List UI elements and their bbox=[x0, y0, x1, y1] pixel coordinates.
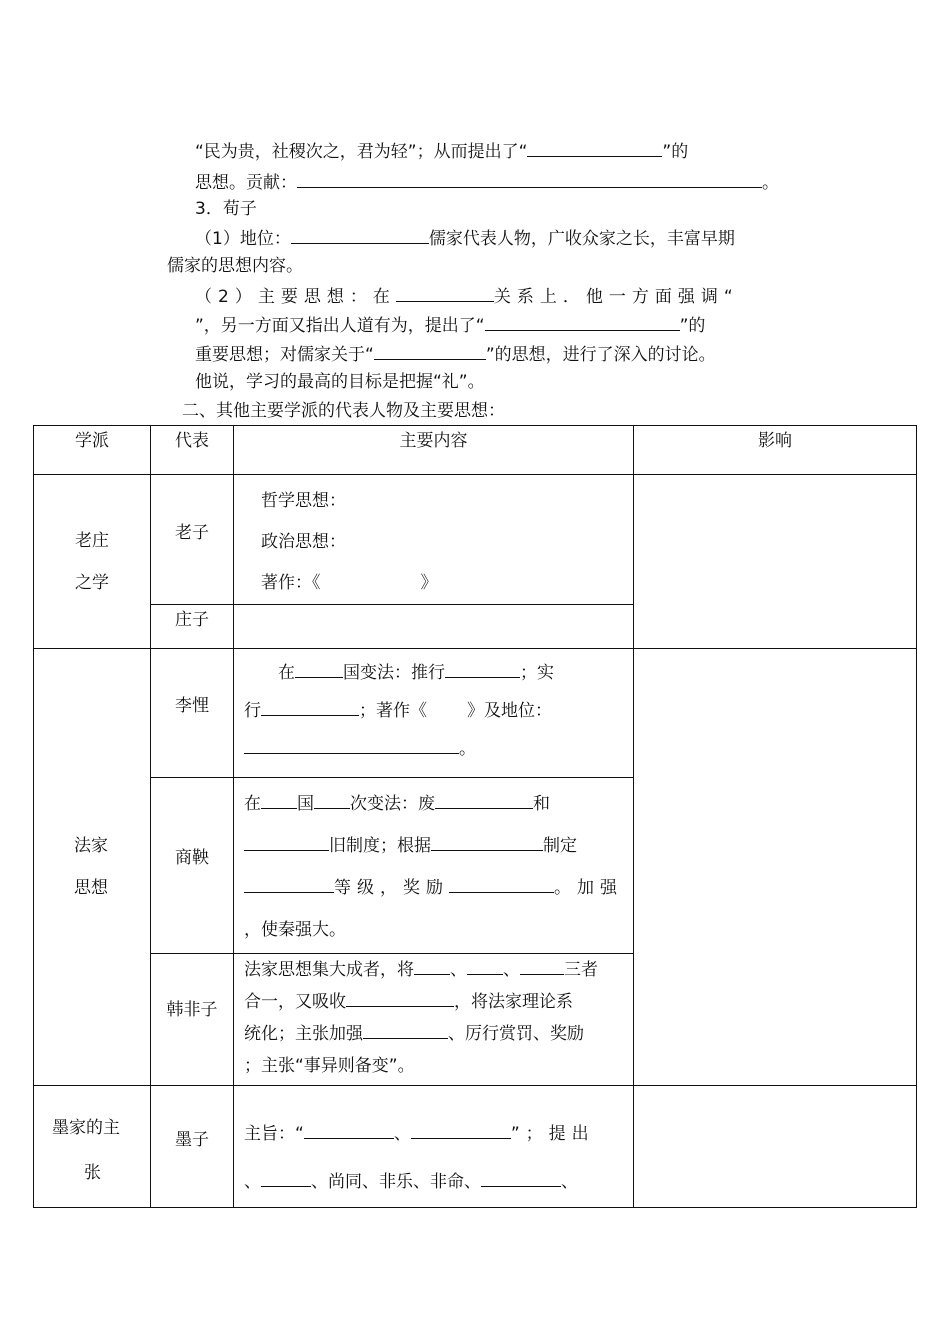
fill-blank[interactable] bbox=[244, 876, 334, 893]
text-line: （2）主要思想：在 关系上．他一方面强调“ bbox=[195, 287, 739, 307]
fill-blank[interactable] bbox=[261, 699, 359, 716]
header-school: 学派 bbox=[34, 426, 151, 475]
content-laozi: 哲学思想： 政治思想： 著作：《 》 bbox=[234, 475, 634, 605]
fill-blank[interactable] bbox=[244, 834, 329, 851]
fill-blank[interactable] bbox=[346, 990, 454, 1007]
fill-blank[interactable] bbox=[485, 314, 680, 331]
content-likui: 在 国变法：推行 ；实 行 ；著作《 》及地位： 。 bbox=[234, 649, 634, 778]
fill-blank[interactable] bbox=[414, 958, 450, 975]
rep-likui: 李悝 bbox=[151, 649, 234, 778]
fill-blank[interactable] bbox=[314, 792, 350, 809]
content-zhuangzi[interactable] bbox=[234, 605, 634, 649]
text-line: 思想。贡献： 。 bbox=[195, 173, 779, 193]
content-mozi: 主旨：“ 、 ”；提出 、 、尚同、非乐、非命、 、 bbox=[234, 1086, 634, 1208]
rep-shangyang: 商鞅 bbox=[151, 778, 234, 954]
fill-blank[interactable] bbox=[261, 792, 297, 809]
rep-hanfeizi: 韩非子 bbox=[151, 954, 234, 1086]
influence-laozhuang[interactable] bbox=[634, 475, 917, 649]
fill-blank[interactable] bbox=[304, 1122, 394, 1139]
influence-mojia[interactable] bbox=[634, 1086, 917, 1208]
text-line: ”，另一方面又指出人道有为，提出了“ ”的 bbox=[195, 316, 706, 336]
table-row bbox=[34, 475, 917, 605]
fill-blank[interactable] bbox=[481, 1170, 561, 1187]
school-fajia: 法家 思想 bbox=[34, 649, 151, 1086]
school-laozhuang: 老庄 之学 bbox=[34, 475, 151, 649]
table-row bbox=[34, 1086, 917, 1208]
fill-blank[interactable] bbox=[244, 737, 459, 754]
fill-blank[interactable] bbox=[431, 834, 543, 851]
table-header-row bbox=[34, 426, 917, 475]
section-heading: 3．荀子 bbox=[195, 199, 257, 219]
header-representative: 代表 bbox=[151, 426, 234, 475]
fill-blank[interactable] bbox=[520, 958, 564, 975]
header-influence: 影响 bbox=[634, 426, 917, 475]
school-mojia: 墨家的主 张 bbox=[34, 1086, 151, 1208]
fill-blank[interactable] bbox=[363, 1022, 448, 1039]
text-line: （1）地位： 儒家代表人物，广收众家之长，丰富早期 bbox=[195, 229, 735, 249]
text-line: 儒家的思想内容。 bbox=[167, 256, 303, 276]
content-shangyang: 在 国 次变法：废 和 旧制度；根据 制定 等级，奖励 。加强 ，使秦强大。 bbox=[234, 778, 634, 954]
fill-blank[interactable] bbox=[411, 1122, 511, 1139]
influence-fajia[interactable] bbox=[634, 649, 917, 1086]
fill-blank[interactable] bbox=[297, 171, 762, 188]
text-line: 他说，学习的最高的目标是把握“礼”。 bbox=[195, 372, 485, 392]
text-line: 重要思想；对儒家关于“ ”的思想，进行了深入的讨论。 bbox=[195, 345, 716, 365]
schools-table bbox=[33, 425, 917, 1208]
section-heading: 二、其他主要学派的代表人物及主要思想： bbox=[182, 401, 505, 421]
rep-mozi: 墨子 bbox=[151, 1086, 234, 1208]
fill-blank[interactable] bbox=[261, 1170, 311, 1187]
fill-blank[interactable] bbox=[449, 876, 554, 893]
fill-blank[interactable] bbox=[467, 958, 503, 975]
fill-blank[interactable] bbox=[396, 285, 494, 302]
text-line: “民为贵，社稷次之，君为轻”；从而提出了“ ”的 bbox=[195, 142, 689, 162]
fill-blank[interactable] bbox=[435, 792, 533, 809]
content-hanfeizi: 法家思想集大成者，将 、 、 三者 合一，又吸收 ，将法家理论系 统化；主张加强 、厉行赏罚、奖励 ；主张“事异则备变”。 bbox=[234, 954, 634, 1086]
fill-blank[interactable] bbox=[527, 140, 662, 157]
fill-blank[interactable] bbox=[374, 343, 486, 360]
fill-blank[interactable] bbox=[295, 661, 343, 678]
fill-blank[interactable] bbox=[445, 661, 520, 678]
fill-blank[interactable] bbox=[291, 227, 429, 244]
header-content: 主要内容 bbox=[234, 426, 634, 475]
rep-zhuangzi: 庄子 bbox=[151, 605, 234, 649]
table-row bbox=[34, 649, 917, 778]
rep-laozi: 老子 bbox=[151, 475, 234, 605]
